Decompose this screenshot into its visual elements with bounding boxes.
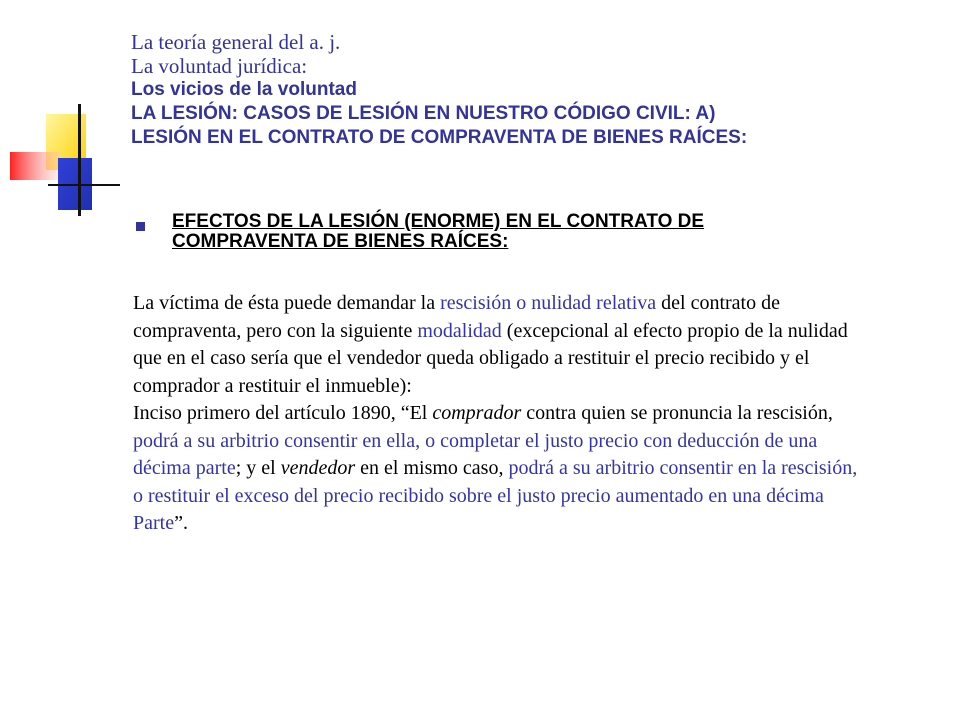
- decorative-logo: [10, 100, 120, 220]
- text-span: (excepcional al efecto propio de la nulidad que en el caso sería que el vendedor queda obligado a restituir el precio recibido y el comprador a restituir el inmueble):: [133, 319, 848, 397]
- title-line-1: La teoría general del a. j.: [131, 30, 341, 54]
- bullet-icon: [136, 222, 145, 231]
- text-span: ; y el: [235, 457, 281, 479]
- italic-span: comprador: [432, 402, 522, 424]
- text-span: en el mismo caso,: [355, 457, 509, 479]
- body-text: [133, 290, 863, 538]
- highlight-span: rescisión o nulidad relativa: [440, 292, 657, 314]
- title-line-3: Los vicios de la voluntad: [131, 79, 357, 100]
- title-line-2: La voluntad jurídica:: [131, 54, 308, 78]
- title-line-5: LESIÓN EN EL CONTRATO DE COMPRAVENTA DE BIENES RAÍCES:: [131, 127, 748, 148]
- paragraph-1: [133, 290, 863, 400]
- title-line-4: LA LESIÓN: CASOS DE LESIÓN EN NUESTRO CÓDIGO CIVIL: A): [131, 103, 716, 124]
- text-span: contra quien se pronuncia la rescisión,: [521, 402, 833, 424]
- text-span: La víctima de ésta puede demandar la: [133, 292, 441, 314]
- slide-title: [131, 30, 931, 150]
- highlight-span: podrá a su arbitrio consentir en ella, o completar el justo precio con deducción de una décima parte: [133, 429, 818, 479]
- text-span: ”.: [174, 512, 188, 534]
- paragraph-2: [133, 400, 863, 538]
- text-span: Inciso primero del artículo 1890, “El: [133, 402, 433, 424]
- highlight-span: podrá a su arbitrio consentir en la rescisión, o restituir el exceso del precio recibido sobre el justo precio aumentado en una décima Parte: [133, 457, 858, 534]
- text-span: del contrato de compraventa, pero con la siguiente: [133, 292, 780, 342]
- heading-line-1: EFECTOS DE LA LESIÓN (ENORME) EN EL CONTRATO DE: [172, 211, 705, 232]
- highlight-span: modalidad: [417, 319, 502, 342]
- heading-line-2: COMPRAVENTA DE BIENES RAÍCES:: [172, 231, 509, 252]
- italic-span: vendedor: [280, 457, 356, 479]
- section-heading: [172, 212, 872, 252]
